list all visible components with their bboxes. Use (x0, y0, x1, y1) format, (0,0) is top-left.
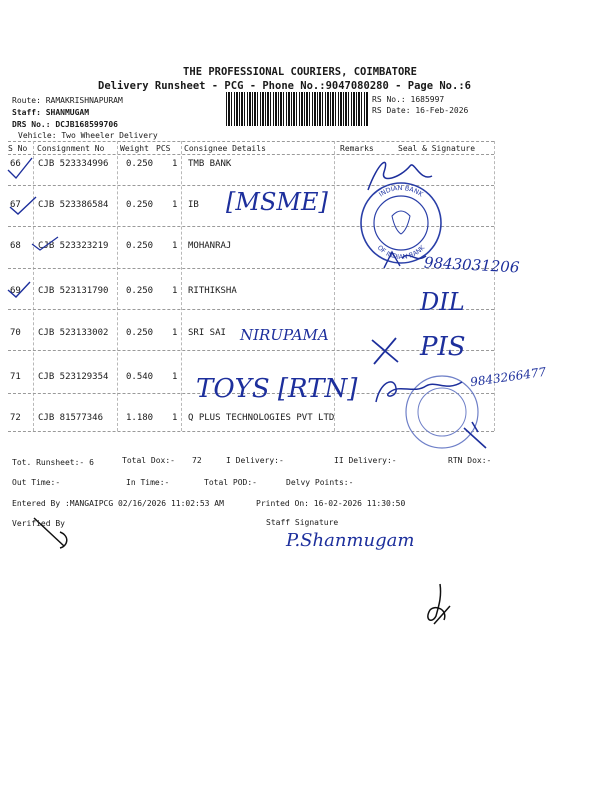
staff-signature-label: Staff Signature (266, 518, 339, 527)
row-consignment: CJB 523129354 (38, 372, 109, 382)
handwritten-toys-rtn: TOYS [RTN] (196, 374, 358, 404)
delvy-points-label: Delvy Points:- (286, 478, 354, 487)
row-weight: 0.250 (126, 241, 154, 251)
printed-on: Printed On: 16-02-2026 11:30:50 (256, 499, 406, 508)
tick-mark-68 (32, 237, 58, 250)
vehicle-label: Vehicle: Two Wheeler Delivery (18, 131, 158, 140)
staff-label: Staff: SHANMUGAM (12, 108, 90, 117)
i-delivery-label: I Delivery:- (226, 456, 284, 465)
col-seal-signature: Seal & Signature (398, 144, 476, 153)
row-consignee: IB (188, 200, 199, 210)
in-time-label: In Time:- (126, 478, 170, 487)
tick-mark-69 (8, 282, 30, 297)
col-remarks: Remarks (340, 144, 374, 153)
row-consignee: SRI SAI (188, 328, 226, 338)
row-weight: 0.540 (126, 372, 154, 382)
handwritten-dil: DIL (420, 288, 465, 316)
row-consignee: Q PLUS TECHNOLOGIES PVT LTD (188, 413, 335, 423)
total-dox-label: Total Dox:- (122, 456, 175, 465)
row-weight: 0.250 (126, 286, 154, 296)
row-weight: 1.180 (126, 413, 154, 423)
row-consignment: CJB 523131790 (38, 286, 109, 296)
handwritten-pis: PIS (420, 332, 466, 362)
row-pcs: 1 (172, 328, 178, 338)
verified-by-label: Verified By (12, 519, 65, 528)
handwritten-nirupama: NIRUPAMA (240, 326, 329, 344)
row-weight: 0.250 (126, 200, 154, 210)
row-pcs: 1 (172, 413, 178, 423)
total-dox-value: 72 (192, 456, 202, 465)
col-pcs: PCS (156, 144, 171, 153)
runsheet-subtitle: Delivery Runsheet - PCG - Phone No.:9047080280 - Page No.:6 (98, 80, 471, 92)
drs-number: DRS No.: DCJB168599706 (12, 120, 118, 129)
row-weight: 0.250 (126, 159, 154, 169)
handwritten-phone-71: 9843266477 (469, 364, 547, 390)
row-sno: 68 (10, 241, 21, 251)
row-consignment: CJB 523323219 (38, 241, 109, 251)
row-consignment: CJB 81577346 (38, 413, 104, 423)
row-consignee: RITHIKSHA (188, 286, 237, 296)
entered-by: Entered By :MANGAIPCG 02/16/2026 11:02:53 AM (12, 499, 224, 508)
bottom-scribble (420, 580, 460, 630)
col-consignment: Consignment No (37, 144, 105, 153)
cross-mark-70 (368, 336, 408, 366)
col-consignee: Consignee Details (184, 144, 266, 153)
row-sno: 69 (10, 286, 21, 296)
tot-runsheet: Tot. Runsheet:- 6 (12, 458, 94, 467)
rs-date: RS Date: 16-Feb-2026 (372, 106, 469, 115)
row-pcs: 1 (172, 159, 178, 169)
row-pcs: 1 (172, 241, 178, 251)
row-consignee: MOHANRAJ (188, 241, 232, 251)
tick-mark-67 (10, 197, 36, 214)
row-pcs: 1 (172, 372, 178, 382)
total-pod-label: Total POD:- (204, 478, 257, 487)
handwritten-phone-68: 9843031206 (423, 253, 520, 277)
row-sno: 67 (10, 200, 21, 210)
route-label: Route: RAMAKRISHNAPURAM (12, 96, 123, 105)
stamp-top-text: INDIAN BANK (377, 183, 425, 199)
rs-number: RS No.: 1685997 (372, 95, 445, 104)
stamp-bottom-text: OF INDIAN BANK (375, 243, 427, 262)
row-consignment: CJB 523133002 (38, 328, 109, 338)
signature-row-71 (370, 372, 470, 408)
staff-signature: P.Shanmugam (286, 530, 415, 551)
row-weight: 0.250 (126, 328, 154, 338)
row-sno: 71 (10, 372, 21, 382)
col-sno: S No (8, 144, 28, 153)
row-consignment: CJB 523334996 (38, 159, 109, 169)
out-time-label: Out Time:- (12, 478, 61, 487)
row-consignee: TMB BANK (188, 159, 232, 169)
verified-by-signature (30, 512, 80, 552)
rtn-dox-label: RTN Dox:- (448, 456, 492, 465)
row-sno: 70 (10, 328, 21, 338)
signature-row-68 (380, 244, 430, 274)
row-consignment: CJB 523386584 (38, 200, 109, 210)
col-weight: Weight (120, 144, 149, 153)
row-sno: 72 (10, 413, 21, 423)
row-sno: 66 (10, 159, 21, 169)
tick-mark-66 (8, 158, 32, 178)
company-title: THE PROFESSIONAL COURIERS, COIMBATORE (183, 66, 417, 78)
signature-row-66 (360, 152, 440, 197)
row-pcs: 1 (172, 200, 178, 210)
row-pcs: 1 (172, 286, 178, 296)
ii-delivery-label: II Delivery:- (334, 456, 397, 465)
handwritten-msme: [MSME] (226, 188, 328, 216)
